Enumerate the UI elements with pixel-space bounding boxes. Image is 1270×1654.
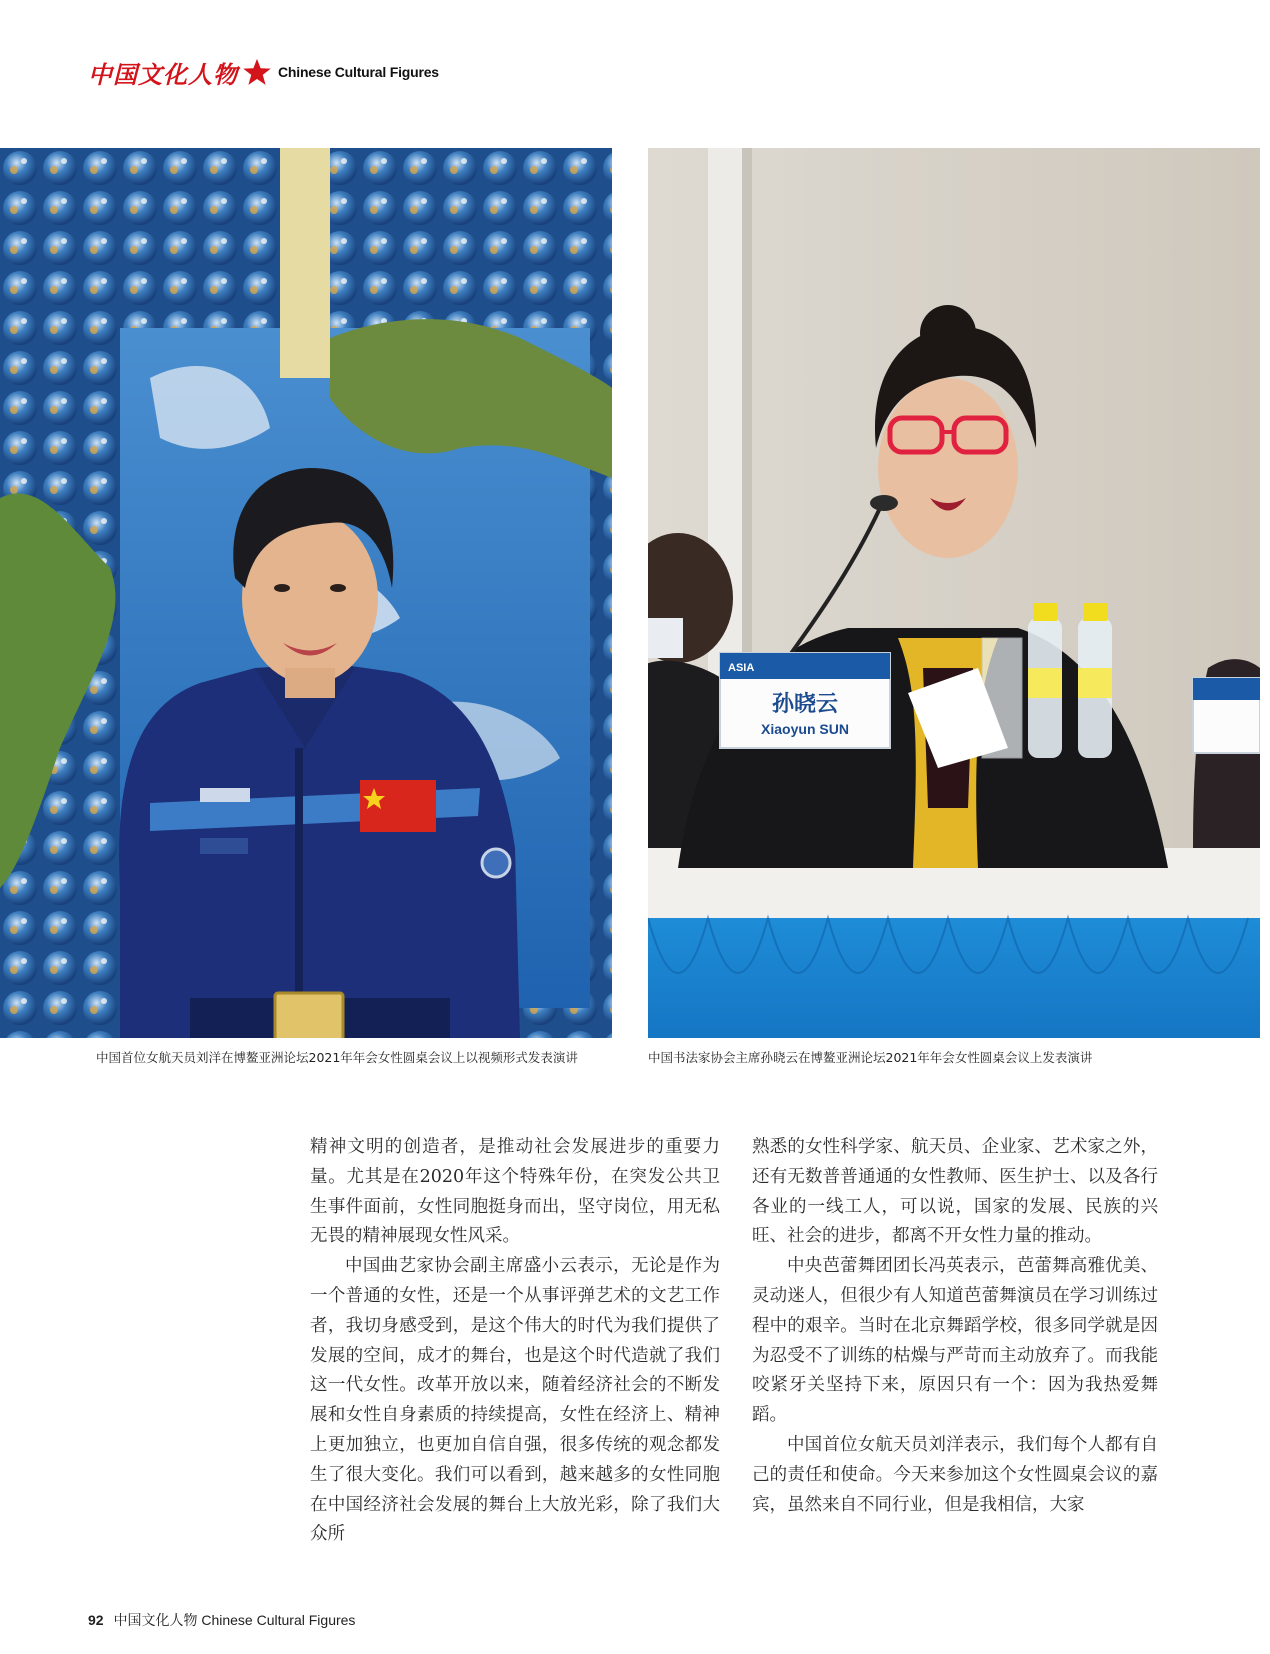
forum-photo-illustration [648, 148, 1260, 1038]
paragraph: 精神文明的创造者，是推动社会发展进步的重要力量。尤其是在2020年这个特殊年份，在突发公共卫生事件面前，女性同胞挺身而出，坚守岗位，用无私无畏的精神展现女性风采。 [310, 1137, 720, 1247]
paragraph: 中国曲艺家协会副主席盛小云表示，无论是作为一个普通的女性，还是一个从事评弹艺术的文艺工作者，我切身感受到，是这个伟大的时代为我们提供了发展的空间，成才的舞台，也是这个时代造就了我们这一代女性。改革开放以来，随着经济社会的不断发展和女性自身素质的持续提高，女性在经济上、精神上更加独立，也更加自信自强，很多传统的观念都发生了很大变化。我们可以看到，越来越多的女性同胞在中国经济社会发展的舞台上大放光彩，除了我们大众所 [310, 1256, 720, 1545]
astronaut-photo-illustration [0, 148, 612, 1038]
speaker-at-forum-photo [648, 148, 1260, 1038]
nameplate-name-cn: 孙晓云 [771, 692, 839, 717]
photo-caption-left: 中国首位女航天员刘洋在博鳌亚洲论坛2021年年会女性圆桌会议上以视频形式发表演讲 [96, 1050, 578, 1065]
masthead-title-en: Chinese Cultural Figures [278, 64, 439, 80]
page-footer [88, 1610, 355, 1630]
page-number: 92 [88, 1612, 104, 1628]
paragraph: 中国首位女航天员刘洋表示，我们每个人都有自己的责任和使命。今天来参加这个女性圆桌会议的嘉宾，虽然来自不同行业，但是我相信，大家 [752, 1434, 1158, 1515]
nameplate-logo: ASIA [728, 662, 755, 674]
red-star-icon [242, 57, 272, 87]
body-column-left [310, 1133, 720, 1550]
photo-caption-right: 中国书法家协会主席孙晓云在博鳌亚洲论坛2021年年会女性圆桌会议上发表演讲 [648, 1050, 1093, 1065]
astronaut-portrait-photo [0, 148, 612, 1038]
masthead [88, 54, 439, 90]
publication-name: 中国文化人物 Chinese Cultural Figures [113, 1612, 356, 1628]
paragraph: 中央芭蕾舞团团长冯英表示，芭蕾舞高雅优美、灵动迷人，但很少有人知道芭蕾舞演员在学习训练过程中的艰辛。当时在北京舞蹈学校，很多同学就是因为忍受不了训练的枯燥与严苛而主动放弃了。而我能咬紧牙关坚持下来，原因只有一个：因为我热爱舞蹈。 [752, 1256, 1158, 1426]
nameplate-name-en: Xiaoyun SUN [761, 721, 849, 737]
paragraph: 熟悉的女性科学家、航天员、企业家、艺术家之外，还有无数普普通通的女性教师、医生护士、以及各行各业的一线工人，可以说，国家的发展、民族的兴旺、社会的进步，都离不开女性力量的推动。 [752, 1137, 1158, 1247]
body-column-right [752, 1133, 1158, 1520]
masthead-title-cn: 中国文化人物 [88, 59, 238, 89]
